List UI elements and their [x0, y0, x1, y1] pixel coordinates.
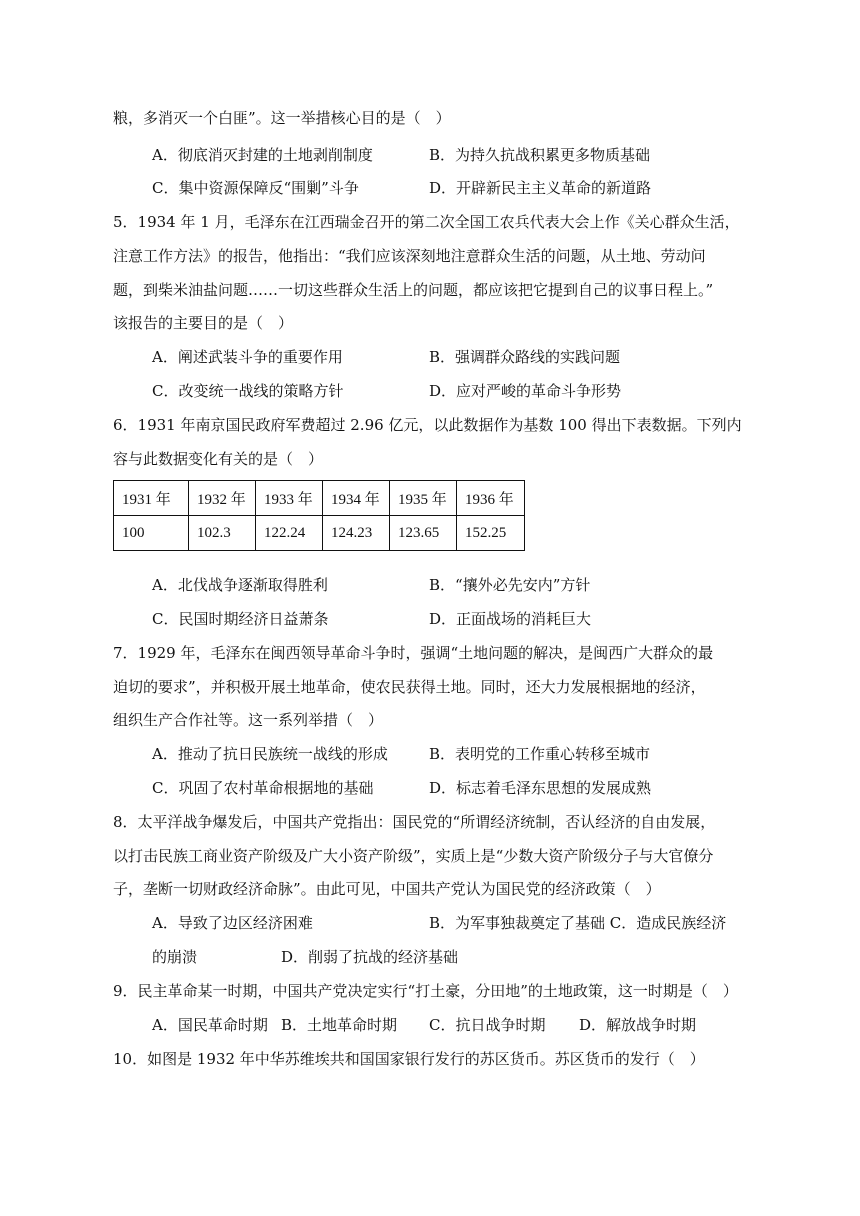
q5-stem-line-3: 题，到柴米油盐问题……一切这些群众生活上的问题，都应该把它提到自己的议事日程上。”	[113, 281, 714, 299]
q9-option-d: D．解放战争时期	[579, 1016, 697, 1034]
table-value-cell: 152.25	[457, 516, 525, 551]
q6-stem-line-1: 6．1931 年南京国民政府军费超过 2.96 亿元，以此数据作为基数 100 得出下表数据。下列内	[113, 416, 742, 434]
q5-stem-line-1: 5．1934 年 1 月，毛泽东在江西瑞金召开的第二次全国工农兵代表大会上作《关心群众生活，	[113, 213, 740, 231]
q8-stem-line-2: 以打击民族工商业资产阶级及广大小资产阶级”，实质上是“少数大资产阶级分子与大官僚分	[113, 847, 714, 865]
table-header-cell: 1935 年	[390, 481, 457, 516]
table-value-cell: 123.65	[390, 516, 457, 551]
q8-option-b-c: B．为军事独裁奠定了基础 C．造成民族经济	[429, 914, 727, 932]
q9-stem: 9．民主革命某一时期，中国共产党决定实行“打土豪，分田地”的土地政策，这一时期是（ ）	[113, 982, 738, 1000]
military-expense-table	[113, 480, 525, 551]
q5-stem-line-2: 注意工作方法》的报告，他指出：“我们应该深刻地注意群众生活的问题，从土地、劳动问	[113, 247, 706, 265]
table-header-row	[114, 481, 525, 516]
table-value-cell: 102.3	[189, 516, 256, 551]
q7-stem-line-3: 组织生产合作社等。这一系列举措（ ）	[113, 711, 384, 729]
q7-stem-line-1: 7．1929 年，毛泽东在闽西领导革命斗争时，强调“土地问题的解决，是闽西广大群众的最	[113, 644, 714, 662]
q9-option-a: A．国民革命时期	[152, 1016, 268, 1034]
table-value-row	[114, 516, 525, 551]
q7-stem-line-2: 迫切的要求”，并积极开展土地革命，使农民获得土地。同时，还大力发展根据地的经济，	[113, 678, 706, 696]
table-header-cell: 1934 年	[323, 481, 390, 516]
q7-option-c: C．巩固了农村革命根据地的基础	[152, 779, 374, 797]
table-header-cell: 1931 年	[114, 481, 189, 516]
table-value-cell: 100	[114, 516, 189, 551]
q6-option-d: D．正面战场的消耗巨大	[429, 610, 592, 628]
table-header-cell: 1933 年	[256, 481, 323, 516]
table-header-cell: 1932 年	[189, 481, 256, 516]
q5-stem-line-4: 该报告的主要目的是（ ）	[113, 314, 294, 332]
q9-option-c: C．抗日战争时期	[429, 1016, 546, 1034]
q7-option-a: A．推动了抗日民族统一战线的形成	[152, 745, 388, 763]
q5-option-a: A．阐述武装斗争的重要作用	[152, 348, 343, 366]
table-header-cell: 1936 年	[457, 481, 525, 516]
q4-option-c: C．集中资源保障反“围剿”斗争	[152, 179, 359, 197]
q8-option-a: A．导致了边区经济困难	[152, 914, 313, 932]
table-value-cell: 122.24	[256, 516, 323, 551]
q5-option-d: D．应对严峻的革命斗争形势	[429, 382, 622, 400]
q4-option-a: A．彻底消灭封建的土地剥削制度	[152, 146, 373, 164]
q8-stem-line-3: 子，垄断一切财政经济命脉”。由此可见，中国共产党认为国民党的经济政策（ ）	[113, 880, 661, 898]
q4-option-d: D．开辟新民主主义革命的新道路	[429, 179, 652, 197]
q8-option-d: D．削弱了抗战的经济基础	[281, 948, 459, 966]
q7-option-b: B．表明党的工作重心转移至城市	[429, 745, 651, 763]
q6-option-a: A．北伐战争逐渐取得胜利	[152, 576, 328, 594]
q4-option-b: B．为持久抗战积累更多物质基础	[429, 146, 651, 164]
q6-stem-line-2: 容与此数据变化有关的是（ ）	[113, 450, 324, 468]
q10-stem: 10．如图是 1932 年中华苏维埃共和国国家银行发行的苏区货币。苏区货币的发行（ ）	[113, 1050, 705, 1068]
q8-option-c-continued: 的崩溃	[152, 948, 198, 966]
q7-option-d: D．标志着毛泽东思想的发展成熟	[429, 779, 652, 797]
q5-option-b: B．强调群众路线的实践问题	[429, 348, 621, 366]
q5-option-c: C．改变统一战线的策略方针	[152, 382, 344, 400]
q9-option-b: B．土地革命时期	[281, 1016, 398, 1034]
q8-stem-line-1: 8．太平洋战争爆发后，中国共产党指出：国民党的“所谓经济统制，否认经济的自由发展，	[113, 813, 716, 831]
table-value-cell: 124.23	[323, 516, 390, 551]
q6-option-b: B．“攘外必先安内”方针	[429, 576, 591, 594]
q6-option-c: C．民国时期经济日益萧条	[152, 610, 329, 628]
q4-stem-tail: 粮，多消灭一个白匪”。这一举措核心目的是（ ）	[113, 109, 451, 127]
